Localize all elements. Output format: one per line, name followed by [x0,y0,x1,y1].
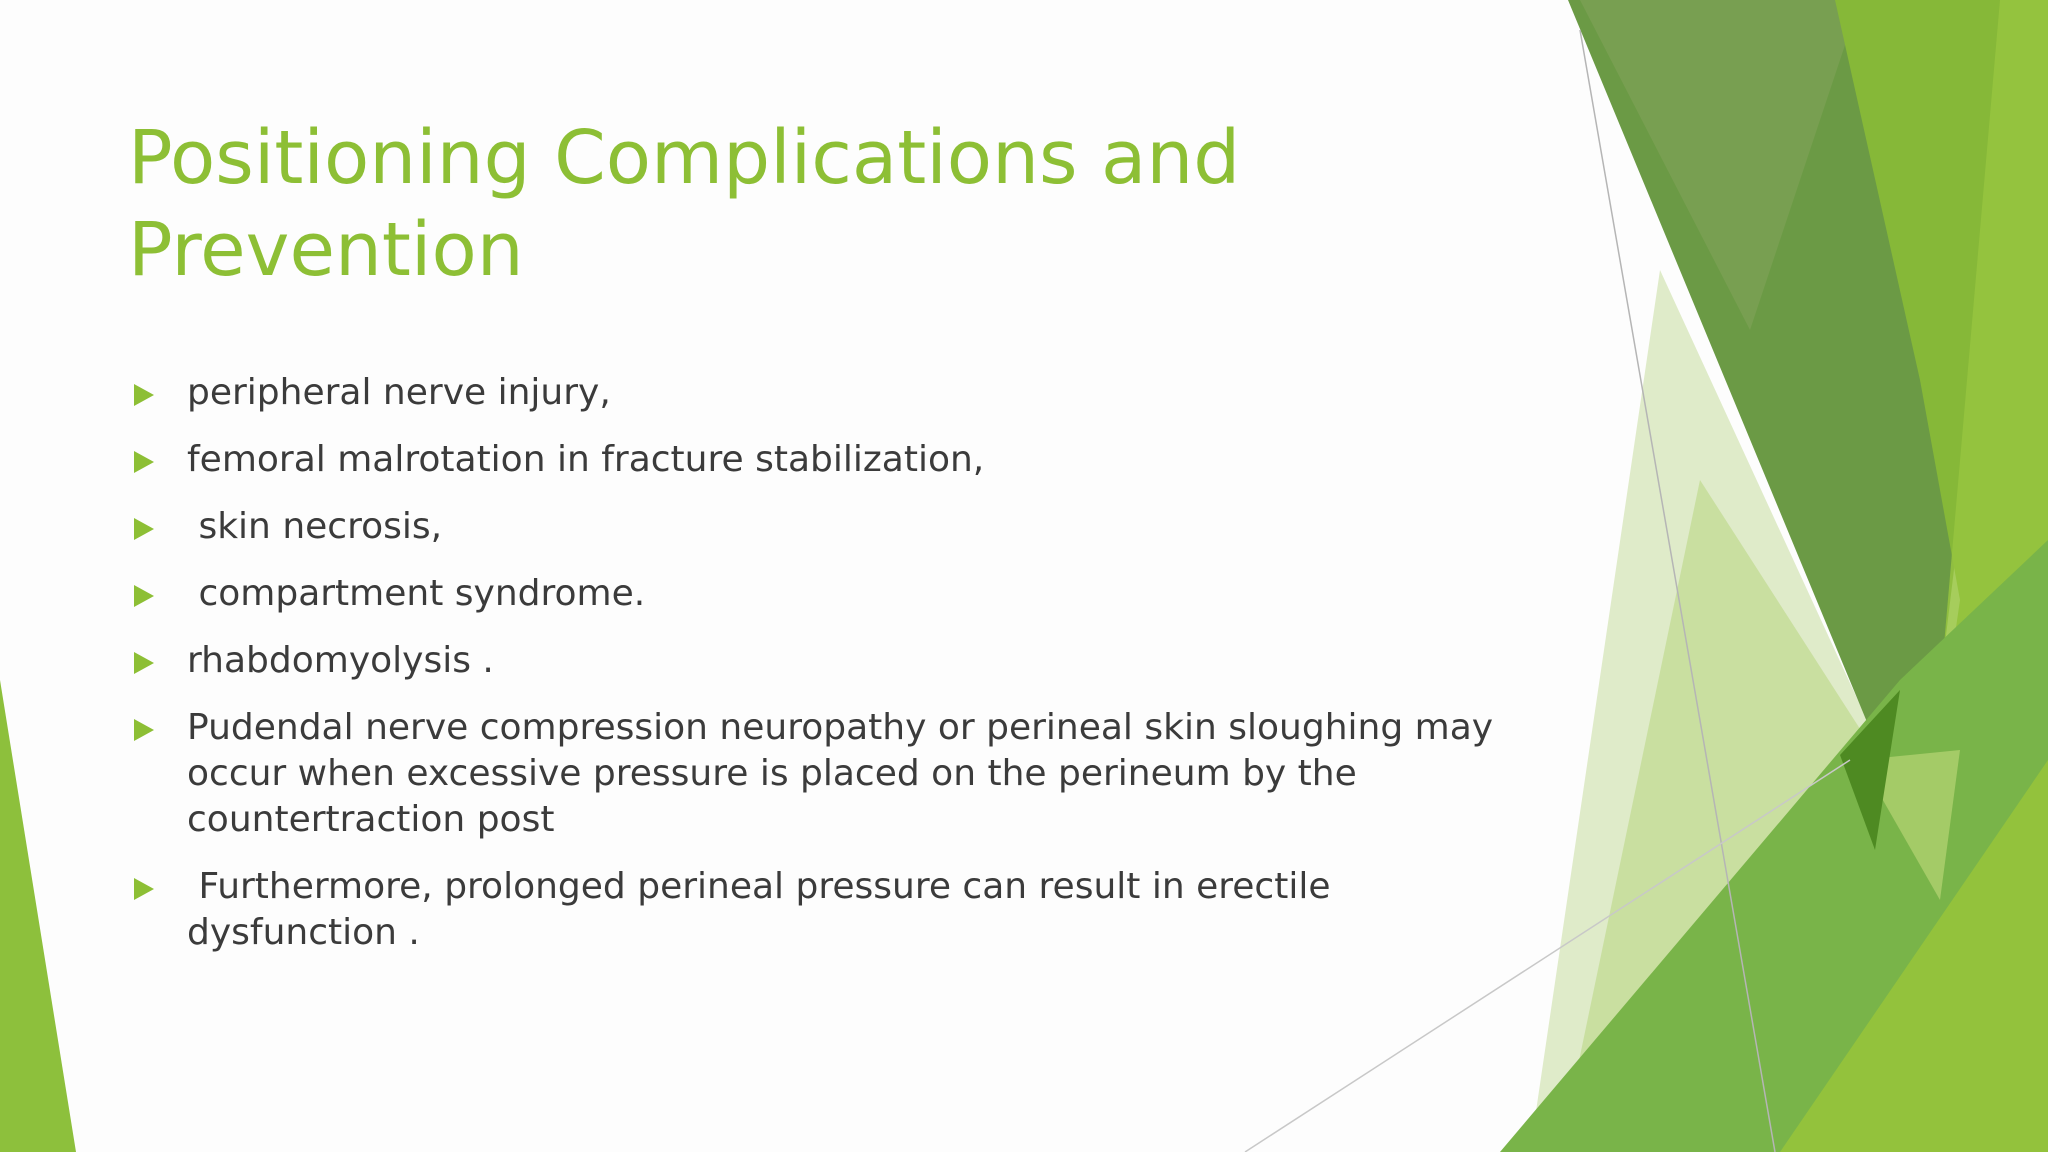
bullet-item [130,571,1550,617]
bullet-item [130,638,1550,684]
triangle-arrow-icon [134,719,154,741]
triangle-arrow-icon [134,451,154,473]
bullet-text: compartment syndrome. [187,573,646,614]
bullet-item [130,504,1550,550]
bullet-text: Furthermore, prolonged perineal pressure can result in erectile dysfunction . [187,866,1342,953]
bullet-list [130,370,1550,977]
bullet-item [130,437,1550,483]
bullet-item [130,705,1550,843]
triangle-arrow-icon [134,518,154,540]
left-green-sliver [0,680,76,1152]
bullet-text: rhabdomyolysis . [187,640,494,681]
bullet-item [130,864,1550,956]
bullet-item [130,370,1550,416]
bullet-text: Pudendal nerve compression neuropathy or perineal skin sloughing may occur when excessive pressure is placed on the perineum by the countertraction post [187,707,1505,840]
triangle-arrow-icon [134,585,154,607]
triangle-arrow-icon [134,652,154,674]
bullet-text: femoral malrotation in fracture stabilization, [187,439,985,480]
triangle-arrow-icon [134,878,154,900]
title-line-1: Positioning Complications and [128,115,1241,201]
triangle-arrow-icon [134,384,154,406]
bullet-text: skin necrosis, [187,506,443,547]
slide-title [128,112,1428,296]
bullet-text: peripheral nerve injury, [187,372,611,413]
title-line-2: Prevention [128,207,524,293]
